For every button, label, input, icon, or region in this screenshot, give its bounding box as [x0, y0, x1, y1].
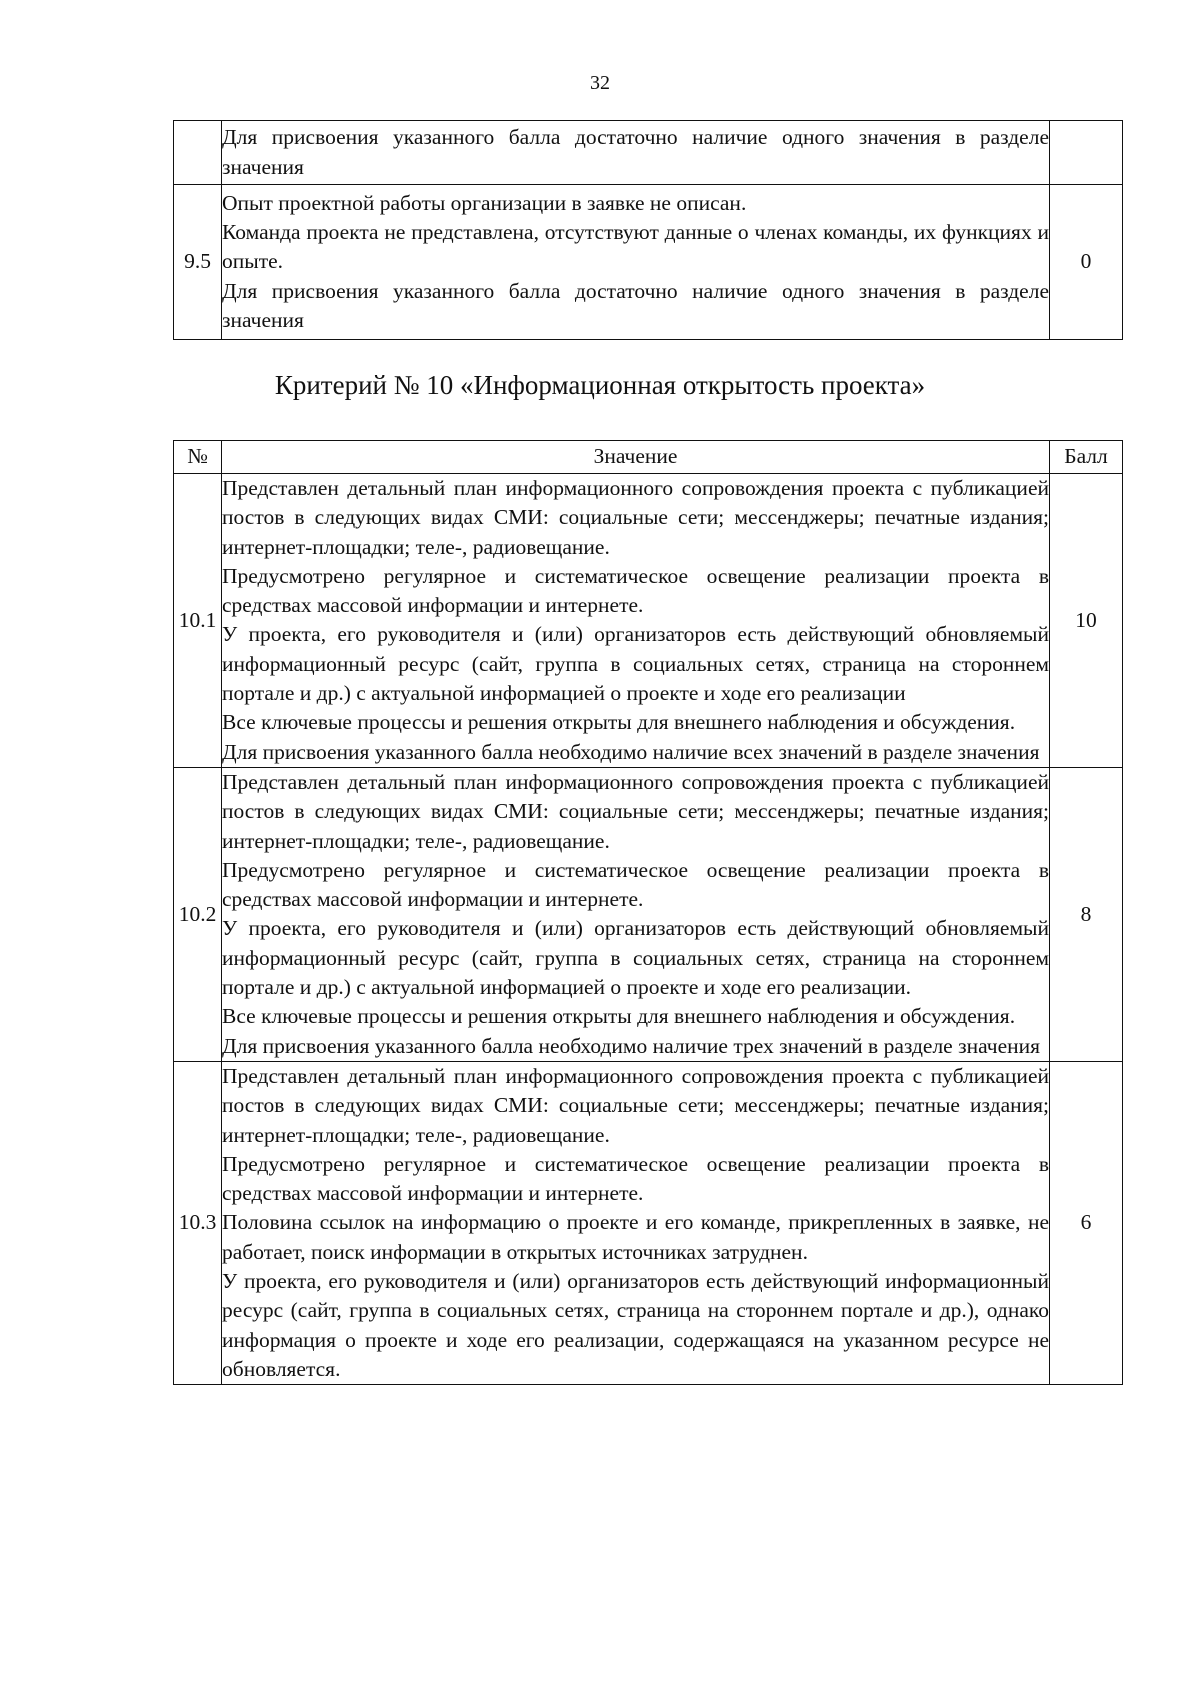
- row-number: 10.2: [174, 767, 222, 1061]
- value-paragraph: Представлен детальный план информационного сопровождения проекта с публикацией постов в следующих видах СМИ: социальные сети; мессенджеры; печатные издания; интернет-площадки; теле-, радиовещание.: [222, 1063, 1049, 1147]
- row-score: 10: [1050, 474, 1123, 768]
- table-row: [174, 1061, 1123, 1384]
- row-score: [1050, 121, 1123, 185]
- value-paragraph: Представлен детальный план информационного сопровождения проекта с публикацией постов в следующих видах СМИ: социальные сети; мессенджеры; печатные издания; интернет-площадки; теле-, радиовещание.: [222, 476, 1049, 559]
- row-number: 10.3: [174, 1061, 222, 1384]
- column-header-value: Значение: [222, 441, 1050, 474]
- row-number: 10.1: [174, 474, 222, 768]
- criterion-heading: Критерий № 10 «Информационная открытость проекта»: [274, 370, 926, 400]
- column-header-score: Балл: [1050, 441, 1123, 474]
- row-value: [222, 1061, 1050, 1384]
- value-paragraph: Опыт проектной работы организации в заявке не описан.: [222, 190, 747, 215]
- value-paragraph: Все ключевые процессы и решения открыты для внешнего наблюдения и обсуждения.: [222, 710, 1016, 735]
- table-header-row: [174, 441, 1123, 474]
- row-value: [222, 474, 1050, 768]
- value-paragraph: У проекта, его руководителя и (или) организаторов есть действующий обновляемый информационный ресурс (сайт, группа в социальных сетях, страница на стороннем портале и др.) с актуальной информацией о проекте и ходе его реализации.: [222, 916, 1049, 1000]
- table-row: [174, 185, 1123, 340]
- value-paragraph: У проекта, его руководителя и (или) организаторов есть действующий обновляемый информационный ресурс (сайт, группа в социальных сетях, страница на стороннем портале и др.) с актуальной информацией о проекте и ходе его реализации: [222, 622, 1049, 706]
- value-paragraph: Для присвоения указанного балла необходимо наличие всех значений в разделе значения: [222, 739, 1040, 764]
- criterion-9-table-continuation: [173, 120, 1123, 340]
- table-row: [174, 121, 1123, 185]
- table-row: [174, 767, 1123, 1061]
- value-paragraph: Для присвоения указанного балла достаточно наличие одного значения в разделе значения: [222, 125, 1049, 179]
- row-value: [222, 121, 1050, 185]
- row-score: 0: [1050, 185, 1123, 340]
- value-paragraph: У проекта, его руководителя и (или) организаторов есть действующий информационный ресурс (сайт, группа в социальных сетях, страница на стороннем портале и др.), однако информация о проекте и ходе его реализации, содержащаяся на указанном ресурсе не обновляется.: [222, 1269, 1049, 1381]
- value-paragraph: Для присвоения указанного балла достаточно наличие одного значения в разделе значения: [222, 278, 1049, 332]
- column-header-number: №: [174, 441, 222, 474]
- criterion-10-table: [173, 440, 1123, 1385]
- value-paragraph: Предусмотрено регулярное и систематическое освещение реализации проекта в средствах массовой информации и интернете.: [222, 1151, 1049, 1206]
- row-score: 8: [1050, 767, 1123, 1061]
- value-paragraph: Для присвоения указанного балла необходимо наличие трех значений в разделе значения: [222, 1033, 1041, 1058]
- row-number: 9.5: [174, 185, 222, 340]
- row-value: [222, 185, 1050, 340]
- value-paragraph: Предусмотрено регулярное и систематическое освещение реализации проекта в средствах массовой информации и интернете.: [222, 857, 1049, 912]
- value-paragraph: Представлен детальный план информационного сопровождения проекта с публикацией постов в следующих видах СМИ: социальные сети; мессенджеры; печатные издания; интернет-площадки; теле-, радиовещание.: [222, 769, 1049, 853]
- row-score: 6: [1050, 1061, 1123, 1384]
- value-paragraph: Предусмотрено регулярное и систематическое освещение реализации проекта в средствах массовой информации и интернете.: [222, 563, 1049, 618]
- table-row: [174, 474, 1123, 768]
- row-number: [174, 121, 222, 185]
- value-paragraph: Все ключевые процессы и решения открыты для внешнего наблюдения и обсуждения.: [222, 1004, 1016, 1029]
- row-value: [222, 767, 1050, 1061]
- value-paragraph: Команда проекта не представлена, отсутствуют данные о членах команды, их функциях и опыте.: [222, 220, 1049, 274]
- page-number: 32: [590, 72, 610, 94]
- value-paragraph: Половина ссылок на информацию о проекте и его команде, прикрепленных в заявке, не работает, поиск информации в открытых источниках затруднен.: [222, 1210, 1049, 1264]
